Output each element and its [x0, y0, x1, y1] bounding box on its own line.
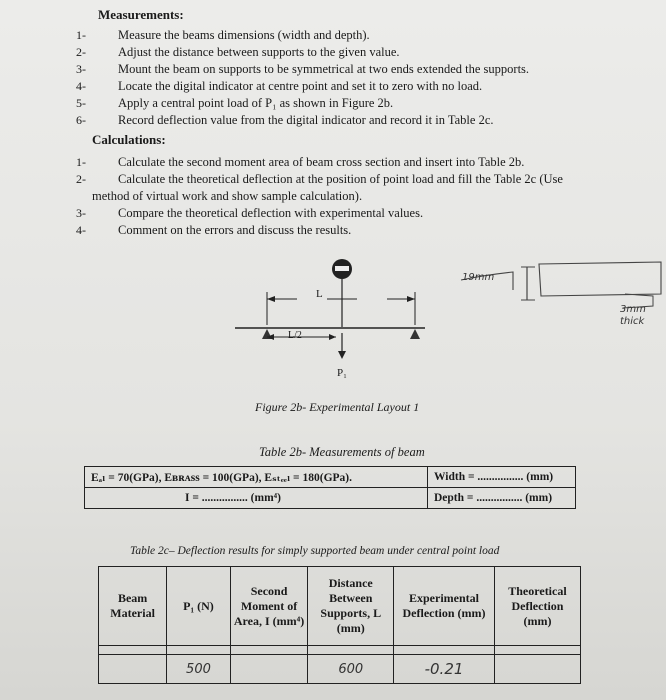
header-theoretical: Theoretical Deflection (mm): [494, 567, 580, 646]
list-item: Apply a central point load of P₁ as shown in Figure 2b.: [118, 96, 394, 110]
list-item-number: 1-: [76, 28, 86, 42]
header-beam-material: Beam Material: [99, 567, 167, 646]
handwritten-dimension: 19mm: [462, 272, 495, 283]
list-item: Calculate the second moment area of beam cross section and insert into Table 2b.: [118, 155, 525, 169]
cell-experimental: -0.21: [394, 655, 495, 684]
list-item-continuation: method of virtual work and show sample calculation).: [92, 189, 363, 203]
list-item-number: 2-: [76, 172, 86, 186]
load-label: P₁: [337, 367, 347, 379]
cell-material: [99, 655, 167, 684]
table-2b-caption: Table 2b- Measurements of beam: [259, 445, 425, 459]
list-item-number: 1-: [76, 155, 86, 169]
list-item-number: 4-: [76, 223, 86, 237]
list-item-number: 2-: [76, 45, 86, 59]
depth-cell: Depth = ................ (mm): [428, 488, 576, 509]
list-item: Locate the digital indicator at centre point and set it to zero with no load.: [118, 79, 483, 93]
right-support-icon: [410, 329, 420, 339]
experimental-layout-figure: [220, 255, 450, 375]
calculations-heading: Calculations:: [92, 132, 166, 147]
list-item: Record deflection value from the digital indicator and record it in Table 2c.: [118, 113, 494, 127]
header-load: P₁ (N): [167, 567, 231, 646]
list-item-number: 3-: [76, 206, 86, 220]
cell-theoretical: [494, 655, 580, 684]
inertia-cell: I = ................ (mm⁴): [85, 488, 428, 509]
table-2c-caption: Table 2c– Deflection results for simply supported beam under central point load: [130, 545, 500, 557]
list-item: Comment on the errors and discuss the results.: [118, 223, 352, 237]
table-2c: [98, 566, 581, 684]
header-second-moment: Second Moment of Area, I (mm⁴): [230, 567, 308, 646]
handwritten-thickness: 3mm thick: [620, 304, 646, 327]
list-item: Adjust the distance between supports to the given value.: [118, 45, 400, 59]
list-item-number: 5-: [76, 96, 86, 110]
load-arrow-icon: [338, 351, 346, 359]
list-item: Compare the theoretical deflection with experimental values.: [118, 206, 424, 220]
table-row: [99, 655, 581, 684]
width-cell: Width = ................ (mm): [428, 467, 576, 488]
list-item-number: 4-: [76, 79, 86, 93]
cell-moment: [230, 655, 308, 684]
list-item-number: 3-: [76, 62, 86, 76]
header-distance: Distance Between Supports, L (mm): [308, 567, 394, 646]
measurements-heading: Measurements:: [98, 7, 184, 22]
figure-caption: Figure 2b- Experimental Layout 1: [255, 400, 420, 414]
list-item: Measure the beams dimensions (width and depth).: [118, 28, 370, 42]
header-experimental: Experimental Deflection (mm): [394, 567, 495, 646]
table-2b: [84, 466, 576, 509]
half-span-label: L/2: [288, 330, 302, 341]
moduli-cell: Eₐₗ = 70(GPa), Eʙʀᴀss = 100(GPa), Eₛₜₑₑₗ = 180(GPa).: [85, 467, 428, 488]
handwritten-cross-section-sketch: [455, 250, 665, 350]
list-item-number: 6-: [76, 113, 86, 127]
span-label: L: [316, 288, 323, 300]
cell-load: 500: [167, 655, 231, 684]
list-item: Mount the beam on supports to be symmetrical at two ends extended the supports.: [118, 62, 530, 76]
list-item: Calculate the theoretical deflection at the position of point load and fill the Table 2c (Use: [118, 172, 563, 186]
cell-distance: 600: [308, 655, 394, 684]
